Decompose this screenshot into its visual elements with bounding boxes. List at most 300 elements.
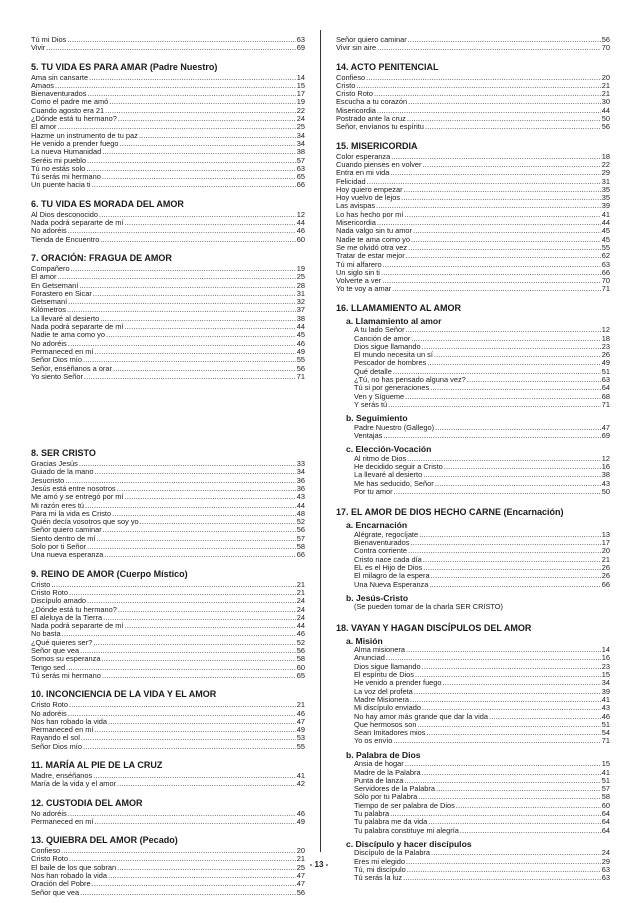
index-entry — [336, 169, 610, 177]
entry-page-number: 63 — [601, 260, 610, 269]
entry-page-number: 60 — [601, 801, 610, 810]
leader-dots — [83, 356, 296, 364]
index-entry — [31, 373, 305, 381]
leader-dots — [404, 211, 600, 219]
leader-dots — [401, 194, 601, 202]
entry-title: Entra en mi vida — [336, 169, 390, 178]
leader-dots — [410, 539, 600, 547]
index-entry — [31, 535, 305, 543]
entry-list — [31, 74, 305, 190]
index-entry — [336, 777, 610, 785]
entry-page-number: 36 — [296, 476, 305, 485]
entry-page-number: 63 — [296, 164, 305, 173]
entry-title: Hoy quiero empezar — [336, 185, 403, 194]
entry-page-number: 44 — [296, 219, 305, 228]
index-entry — [31, 468, 305, 476]
section-gap — [31, 751, 305, 760]
entry-list — [31, 701, 305, 751]
entry-title: Cristo nace cada día — [354, 555, 422, 564]
entry-title: Eres mi elegido — [354, 857, 405, 866]
entry-page-number: 14 — [296, 73, 305, 82]
leader-dots — [411, 335, 600, 343]
index-entry — [31, 526, 305, 534]
entry-title: ¿Dónde está tu hermano? — [31, 115, 117, 124]
section-9-reino-de-amor-cuerpo-mistico — [31, 569, 305, 681]
index-entry — [31, 672, 305, 680]
leader-dots — [383, 261, 601, 269]
index-entry — [31, 290, 305, 298]
entry-title: Se me olvidó otra vez — [336, 243, 408, 252]
entry-title: Cristo Roto — [31, 701, 68, 710]
page-number: - 13 - — [309, 860, 329, 869]
entry-title: La voz del profeta — [354, 687, 413, 696]
entry-page-number: 21 — [601, 90, 610, 99]
leader-dots — [83, 743, 296, 751]
entry-title: Señor, enséñanos a orar — [31, 364, 112, 373]
entry-title: Oración del Pobre — [31, 880, 91, 889]
index-entry — [336, 793, 610, 801]
index-entry — [31, 306, 305, 314]
leader-dots — [93, 290, 296, 298]
entry-page-number: 49 — [296, 817, 305, 826]
entry-title: Tú mi Dios — [31, 36, 67, 44]
entry-title: No adoréis — [31, 809, 67, 818]
entry-title: Jesucristo — [31, 476, 65, 485]
section-8-ser-cristo — [31, 448, 305, 560]
entry-title: Mi razón eres tú — [31, 501, 84, 510]
index-entry — [336, 343, 610, 351]
index-entry — [31, 710, 305, 718]
index-entry — [31, 810, 305, 818]
entry-page-number: 52 — [296, 638, 305, 647]
entry-page-number: 66 — [296, 181, 305, 190]
entry-page-number: 49 — [601, 359, 610, 368]
section-gap — [336, 614, 610, 623]
entry-page-number: 71 — [601, 737, 610, 746]
leader-dots — [415, 671, 601, 679]
leader-dots — [55, 82, 296, 90]
entry-page-number: 57 — [601, 785, 610, 794]
entry-page-number: 24 — [296, 613, 305, 622]
index-entry — [336, 285, 610, 293]
index-entry — [31, 36, 305, 44]
leader-dots — [366, 74, 601, 82]
entry-list — [336, 455, 610, 496]
leader-dots — [417, 721, 600, 729]
leader-dots — [431, 572, 601, 580]
entry-page-number: 41 — [601, 210, 610, 219]
index-entry — [336, 401, 610, 409]
leader-dots — [69, 701, 296, 709]
index-entry — [31, 477, 305, 485]
entry-page-number: 57 — [296, 156, 305, 165]
section-11-maria-al-pie-de-la-cruz — [31, 760, 305, 789]
entry-title: Somos su esperanza — [31, 655, 101, 664]
index-entry — [336, 729, 610, 737]
index-entry — [31, 331, 305, 339]
leader-dots — [94, 818, 295, 826]
entry-list — [336, 74, 610, 132]
entry-title: Por tu amor — [354, 487, 393, 496]
entry-title: Bienaventurados — [31, 90, 87, 99]
entry-title: Para mi la vida es Cristo — [31, 509, 112, 518]
entry-page-number: 46 — [296, 339, 305, 348]
section-gap — [31, 381, 305, 390]
leader-dots — [112, 510, 296, 518]
section-gap — [31, 244, 305, 253]
section-title: 14. ACTO PENITENCIAL — [336, 61, 439, 72]
entry-page-number: 15 — [296, 81, 305, 90]
entry-title: Una Nueva Esperanza — [354, 580, 429, 589]
entry-page-number: 55 — [296, 742, 305, 751]
entry-page-number: 65 — [296, 671, 305, 680]
leader-dots — [124, 493, 295, 501]
leader-dots — [101, 655, 295, 663]
leader-dots — [97, 535, 296, 543]
entry-title: Tú serás la luz — [354, 874, 403, 883]
leader-dots — [410, 696, 601, 704]
index-entry — [336, 785, 610, 793]
subsection-title: b. Seguimiento — [346, 413, 408, 424]
entry-title: Como el padre me amó — [31, 98, 109, 107]
leader-dots — [120, 140, 296, 148]
entry-title: Nadie te ama como yo — [336, 235, 410, 244]
index-entry — [336, 74, 610, 82]
entry-page-number: 34 — [296, 131, 305, 140]
entry-title: Tengo sed — [31, 663, 66, 672]
leader-dots — [108, 718, 296, 726]
entry-title: Guiado de la mano — [31, 468, 94, 477]
leader-dots — [367, 178, 601, 186]
index-entry — [336, 335, 610, 343]
leader-dots — [467, 376, 601, 384]
index-entry — [31, 115, 305, 123]
section-continued — [336, 36, 610, 53]
leader-dots — [93, 772, 296, 780]
section-7-oracion-fragua-de-amor — [31, 253, 305, 381]
entry-page-number: 34 — [296, 468, 305, 477]
leader-dots — [117, 780, 296, 788]
entry-title: ¿Tú, no has pensado alguna vez? — [354, 376, 466, 384]
entry-title: Tú mi alfarero — [336, 260, 382, 269]
entry-page-number: 26 — [601, 563, 610, 572]
index-entry — [31, 298, 305, 306]
leader-dots — [377, 44, 601, 52]
entry-page-number: 56 — [601, 36, 610, 44]
leader-dots — [61, 847, 296, 855]
leader-dots — [113, 365, 296, 373]
entry-page-number: 57 — [296, 534, 305, 543]
entry-title: Madre Misionera — [354, 695, 410, 704]
index-entry — [31, 630, 305, 638]
leader-dots — [104, 551, 295, 559]
leader-dots — [79, 282, 296, 290]
entry-page-number: 64 — [601, 826, 610, 835]
leader-dots — [94, 348, 295, 356]
subsection-title: a. Encarnación — [346, 520, 408, 531]
leader-dots — [423, 556, 601, 564]
entry-title: Ama sin cansarte — [31, 73, 89, 82]
entry-page-number: 35 — [601, 185, 610, 194]
leader-dots — [71, 265, 296, 273]
entry-title: Ansia de hogar — [354, 760, 404, 769]
entry-title: ¿Dónde está tu hermano? — [31, 605, 117, 614]
index-entry — [31, 74, 305, 82]
entry-title: Rayando el sol — [31, 734, 80, 743]
entry-title: Vivir sin aire — [336, 44, 377, 53]
entry-page-number: 64 — [601, 809, 610, 818]
leader-dots — [388, 401, 601, 409]
index-entry — [336, 874, 610, 882]
entry-title: Ventajas — [354, 431, 383, 440]
leader-dots — [51, 581, 295, 589]
index-entry — [336, 211, 610, 219]
leader-dots — [103, 614, 296, 622]
section-title: 16. LLAMAMIENTO AL AMOR — [336, 302, 462, 313]
section-18-vayan-y-hagan-discipulos-del-amor — [336, 623, 610, 885]
index-entry — [31, 356, 305, 364]
index-entry — [336, 760, 610, 768]
entry-page-number: 31 — [296, 289, 305, 298]
entry-title: Cristo — [31, 580, 51, 589]
index-entry — [31, 847, 305, 855]
entry-page-number: 15 — [601, 760, 610, 769]
section-14-acto-penitencial — [336, 62, 610, 132]
entry-title: Color esperanza — [336, 152, 391, 161]
leader-dots — [124, 622, 295, 630]
entry-title: Señor que vea — [31, 888, 80, 897]
leader-dots — [411, 236, 601, 244]
entry-title: Amaos — [31, 81, 55, 90]
index-entry — [336, 227, 610, 235]
section-gap — [336, 498, 610, 507]
entry-page-number: 16 — [601, 463, 610, 472]
entry-title: Al Dios desconocido — [31, 210, 98, 219]
entry-title: Alégrate, regocíjate — [354, 530, 419, 539]
entry-title: Yo siento Señor — [31, 372, 83, 381]
entry-list — [31, 810, 305, 827]
entry-title: Sean Imitadores mios — [354, 729, 426, 738]
entry-title: Gracias Jesús — [31, 460, 78, 469]
index-entry — [336, 236, 610, 244]
index-entry — [31, 227, 305, 235]
entry-title: Una nueva esperanza — [31, 551, 104, 560]
leader-dots — [118, 606, 296, 614]
entry-page-number: 66 — [601, 580, 610, 589]
leader-dots — [67, 36, 295, 44]
entry-page-number: 43 — [601, 704, 610, 713]
entry-title: Kilómetros — [31, 306, 66, 315]
entry-title: No adoréis — [31, 339, 67, 348]
entry-page-number: 24 — [601, 849, 610, 858]
entry-title: Qué detalle — [354, 367, 392, 376]
index-entry — [336, 721, 610, 729]
index-entry — [336, 219, 610, 227]
entry-title: Tu palabra me da vida — [354, 818, 428, 827]
entry-page-number: 45 — [296, 331, 305, 340]
leader-dots — [356, 82, 600, 90]
leader-dots — [102, 148, 296, 156]
leader-dots — [422, 704, 601, 712]
index-entry — [336, 827, 610, 835]
leader-dots — [414, 688, 601, 696]
index-entry — [31, 493, 305, 501]
entry-page-number: 25 — [296, 123, 305, 132]
entry-page-number: 71 — [601, 285, 610, 294]
entry-title: Cuando agosto era 21 — [31, 106, 105, 115]
leader-dots — [426, 729, 600, 737]
section-continued — [31, 390, 305, 448]
entry-title: He venido a prender fuego — [31, 139, 119, 148]
entry-page-number: 30 — [601, 98, 610, 107]
entry-page-number: 47 — [296, 717, 305, 726]
entry-title: Señor que vea — [31, 647, 80, 656]
entry-page-number: 70 — [601, 44, 610, 53]
index-entry — [31, 157, 305, 165]
entry-title: Madre, enséñanos — [31, 772, 93, 780]
entry-title: No adoréis — [31, 709, 67, 718]
leader-dots — [57, 123, 295, 131]
entry-title: EL es el Hijo de Dios — [354, 563, 423, 572]
entry-title: Y serás tú — [354, 400, 388, 409]
section-title: 8. SER CRISTO — [31, 448, 96, 459]
index-entry — [336, 115, 610, 123]
entry-list — [31, 36, 305, 53]
index-entry — [336, 123, 610, 131]
leader-dots — [443, 679, 601, 687]
entry-page-number: 38 — [296, 314, 305, 323]
leader-dots — [79, 460, 296, 468]
leader-dots — [84, 373, 296, 381]
entry-page-number: 37 — [296, 306, 305, 315]
index-entry — [336, 646, 610, 654]
entry-title: Yo te voy a amar — [336, 285, 392, 294]
entry-page-number: 64 — [601, 384, 610, 393]
section-16-llamamiento-al-amor — [336, 303, 610, 499]
section-6-tu-vida-es-morada-del-amor — [31, 199, 305, 244]
entry-page-number: 38 — [601, 471, 610, 480]
section-title: 11. MARÍA AL PIE DE LA CRUZ — [31, 760, 163, 770]
entry-page-number: 25 — [296, 273, 305, 282]
entry-page-number: 63 — [296, 36, 305, 44]
right-column — [336, 36, 610, 885]
index-entry — [336, 186, 610, 194]
index-entry — [31, 82, 305, 90]
entry-page-number: 26 — [601, 351, 610, 360]
entry-page-number: 60 — [296, 235, 305, 244]
entry-title: No adoréis — [31, 227, 67, 236]
leader-dots — [68, 227, 296, 235]
entry-title: Alma misionera — [354, 646, 405, 655]
index-entry — [31, 44, 305, 52]
index-entry — [31, 165, 305, 173]
entry-title: Escucha a tu corazón — [336, 98, 408, 107]
leader-dots — [404, 777, 600, 785]
index-entry — [336, 393, 610, 401]
leader-dots — [404, 186, 601, 194]
entry-title: Tú, mi discípulo — [354, 865, 406, 874]
entry-page-number: 41 — [601, 768, 610, 777]
section-gap — [336, 53, 610, 62]
entry-title: Compañero — [31, 264, 70, 273]
entry-title: Permaneced en mí — [31, 817, 94, 826]
index-entry — [31, 581, 305, 589]
leader-dots — [102, 173, 296, 181]
entry-title: He venido a prender fuego — [354, 679, 442, 688]
entry-page-number: 50 — [601, 115, 610, 124]
index-entry — [31, 132, 305, 140]
entry-page-number: 43 — [296, 493, 305, 502]
section-gap — [31, 53, 305, 62]
entry-page-number: 71 — [296, 372, 305, 381]
leader-dots — [140, 518, 296, 526]
entry-page-number: 45 — [601, 227, 610, 236]
entry-page-number: 55 — [601, 243, 610, 252]
entry-page-number: 20 — [601, 73, 610, 82]
index-entry — [31, 718, 305, 726]
leader-dots — [69, 589, 296, 597]
entry-title: Bienaventurados — [354, 539, 410, 548]
index-entry — [336, 44, 610, 52]
entry-title: Pescador de hombres — [354, 359, 427, 368]
leader-dots — [377, 107, 601, 115]
index-entry — [31, 273, 305, 281]
leader-dots — [46, 44, 296, 52]
leader-dots — [87, 90, 295, 98]
index-entry — [336, 384, 610, 392]
index-entry — [336, 802, 610, 810]
subsection-title: b. Jesús-Cristo — [346, 592, 409, 603]
entry-list — [31, 265, 305, 381]
entry-title: Nada podrá separarte de mí — [31, 219, 124, 228]
index-entry — [31, 90, 305, 98]
leader-dots — [377, 219, 601, 227]
entry-page-number: 56 — [601, 123, 610, 132]
entry-page-number: 46 — [296, 227, 305, 236]
entry-page-number: 22 — [601, 160, 610, 169]
entry-page-number: 31 — [601, 177, 610, 186]
index-entry — [31, 348, 305, 356]
entry-title: Padre Nuestro (Gallego) — [354, 423, 435, 432]
entry-page-number: 32 — [296, 298, 305, 307]
index-entry — [31, 485, 305, 493]
entry-page-number: 21 — [601, 81, 610, 90]
index-entry — [336, 480, 610, 488]
section-gap — [336, 132, 610, 141]
index-entry — [336, 98, 610, 106]
index-entry — [31, 510, 305, 518]
index-entry — [336, 679, 610, 687]
index-entry — [31, 107, 305, 115]
leader-dots — [103, 526, 296, 534]
index-entry — [31, 639, 305, 647]
entry-page-number: 39 — [601, 687, 610, 696]
leader-dots — [408, 98, 601, 106]
entry-title: Un puente hacia ti — [31, 181, 91, 190]
leader-dots — [460, 827, 601, 835]
entry-page-number: 58 — [601, 793, 610, 802]
index-entry — [31, 614, 305, 622]
leader-dots — [413, 227, 601, 235]
leader-dots — [456, 802, 601, 810]
entry-page-number: 66 — [601, 268, 610, 277]
index-entry — [31, 726, 305, 734]
index-entry — [336, 244, 610, 252]
entry-title: Nos han robado la vida — [31, 872, 108, 881]
entry-title: Quién decía vosotros que soy yo — [31, 518, 139, 527]
leader-dots — [391, 153, 601, 161]
index-entry — [336, 90, 610, 98]
